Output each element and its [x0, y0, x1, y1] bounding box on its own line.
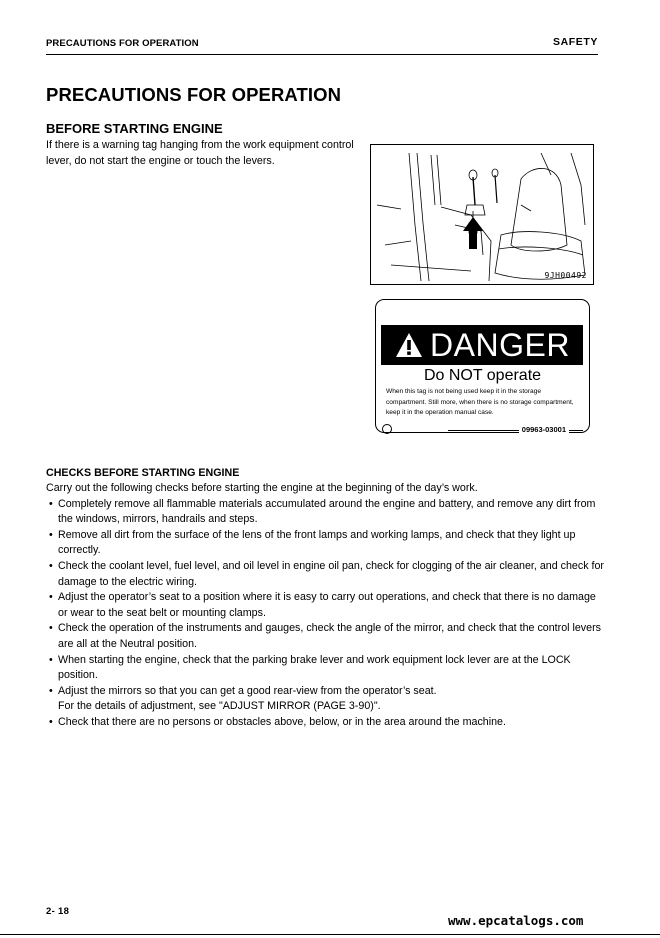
cab-lever-illustration — [370, 144, 594, 285]
mirror-subnote: For the details of adjustment, see "ADJUST MIRROR (PAGE 3-90)". — [58, 700, 381, 713]
running-header-title: PRECAUTIONS FOR OPERATION — [46, 38, 199, 49]
list-item: • Check that there are no persons or obstacles above, below, or in the area around the machine. — [49, 715, 506, 728]
tag-hole — [382, 424, 392, 434]
list-item: • Adjust the mirrors so that you can get a good rear-view from the operator’s seat. For the details of adjustment, see "ADJUST MIRROR (PAGE 3-90)". — [46, 684, 606, 715]
checks-heading: CHECKS BEFORE STARTING ENGINE — [46, 467, 240, 479]
list-item: • Remove all dirt from the surface of the lens of the front lamps and working lamps, and check that they light up correctly. — [49, 528, 576, 557]
checks-list — [46, 497, 606, 731]
running-header-section: SAFETY — [552, 36, 598, 48]
list-item: • Check the operation of the instruments and gauges, check the angle of the mirror, and check that the control levers are all at the Neutral position. — [49, 622, 602, 650]
section-intro: If there is a warning tag hanging from the work equipment control lever, do not start the engine or touch the levers. — [46, 139, 354, 167]
list-item: • Completely remove all flammable materials accumulated around the engine and battery, and remove any dirt from the windows, mirrors, handrails and steps. — [49, 497, 596, 526]
warning-triangle-icon — [394, 331, 424, 359]
tag-part-number: 09963-03001 — [519, 425, 569, 434]
checks-intro: Carry out the following checks before starting the engine at the beginning of the day’s work. — [46, 482, 478, 494]
list-item: • Check the coolant level, fuel level, and oil level in engine oil pan, check for clogging of the air cleaner, and check for damage to the electric wiring. — [49, 559, 604, 588]
list-item: • Adjust the operator’s seat to a position where it is easy to carry out operations, and check that there is no damage or wear to the seat belt or mounting clamps. — [49, 591, 596, 619]
danger-tag — [375, 299, 590, 433]
header-divider — [46, 54, 598, 55]
checks-body — [46, 481, 606, 731]
page-number: 2- 18 — [46, 906, 70, 917]
list-item: • When starting the engine, check that the parking brake lever and work equipment lock lever are at the LOCK position. — [49, 653, 571, 682]
danger-banner — [381, 325, 583, 365]
danger-note: When this tag is not being used keep it in the storage compartment. Still more, when there is no storage compartment, keep it in the operation manual case. — [386, 388, 574, 416]
page-title: PRECAUTIONS FOR OPERATION — [46, 84, 342, 105]
section-heading: BEFORE STARTING ENGINE — [46, 121, 223, 136]
watermark-url: www.epcatalogs.com — [448, 913, 584, 928]
figure-id: 9JH00492 — [544, 271, 587, 280]
danger-word: DANGER — [430, 326, 570, 363]
cab-drawing — [371, 145, 594, 285]
danger-headline: Do NOT operate — [423, 367, 542, 384]
footer-divider — [0, 934, 660, 935]
